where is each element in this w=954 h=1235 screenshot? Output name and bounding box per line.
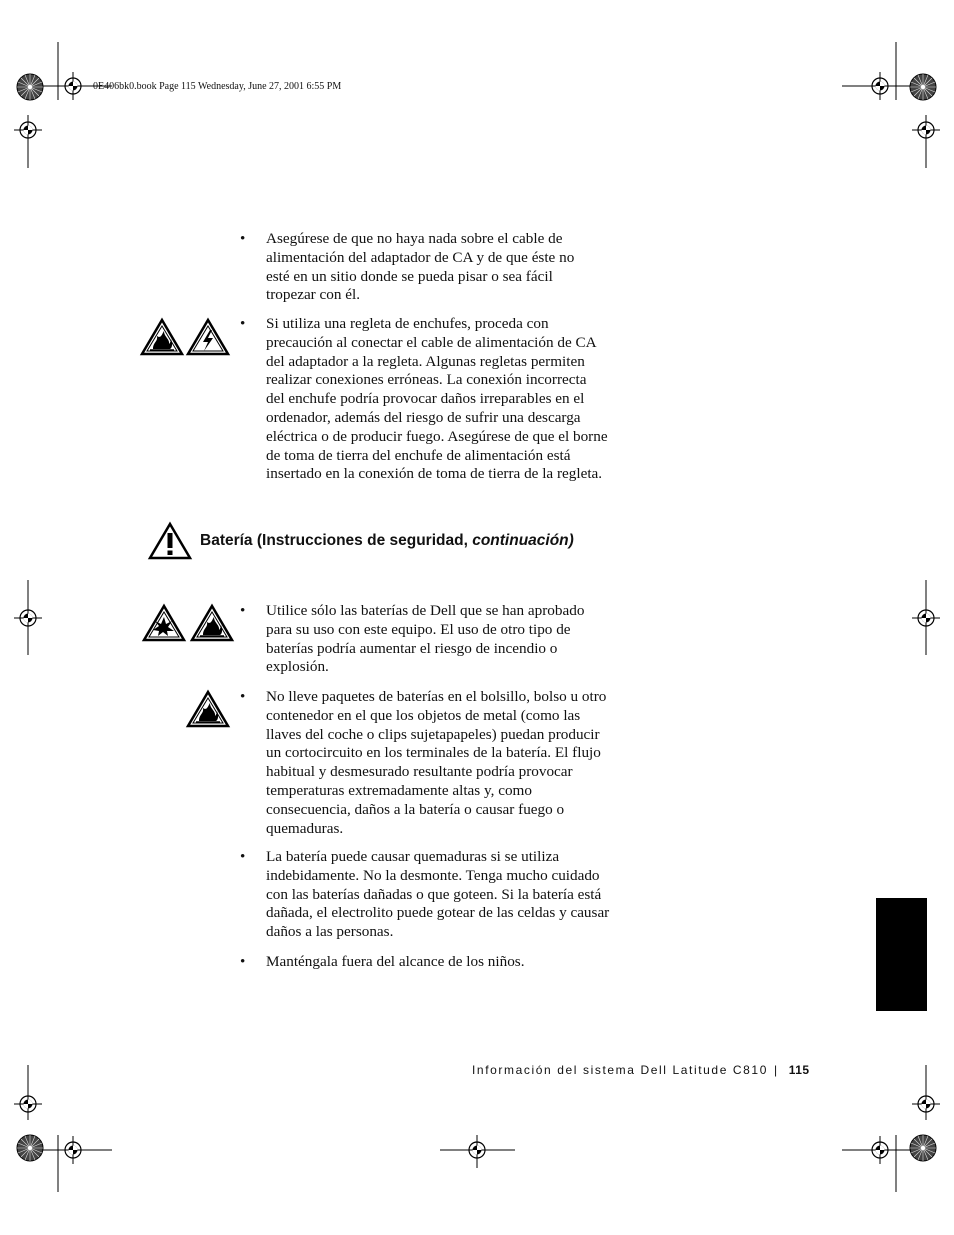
text-line: No lleve paquetes de baterías en el bolsillo, bolso u otro: [266, 688, 607, 705]
text-line: un cortocircuito en los terminales de la batería. El flujo: [266, 744, 601, 762]
text-line: para su uso con este equipo. El uso de otro tipo de: [266, 620, 571, 638]
bullet-marker: •: [240, 953, 246, 970]
explosion-warning-icon: [142, 604, 186, 642]
text-line: dañada, el electrolito puede gotear de las celdas y causar: [266, 904, 610, 922]
text-line: quemaduras.: [266, 819, 344, 837]
text-line: del adaptador a la regleta. Algunas regletas permiten: [266, 352, 585, 370]
text-line: indebidamente. No la desmonte. Tenga mucho cuidado: [266, 866, 600, 884]
caution-exclamation-icon: [148, 522, 192, 560]
list-item-battery-burns: [266, 848, 631, 942]
fire-warning-icon: [186, 690, 230, 728]
text-line: consecuencia, daños a la batería o causar fuego o: [266, 800, 565, 818]
bullet-marker: •: [240, 688, 246, 705]
footer-separator: |: [774, 1063, 779, 1077]
text-line: tropezar con él.: [266, 286, 361, 304]
bullet-marker: •: [240, 230, 246, 247]
heading-italic-text: continuación): [472, 532, 574, 549]
fire-warning-icon: [190, 604, 234, 642]
bullet-marker: •: [240, 315, 246, 332]
bullet-marker: •: [240, 602, 246, 619]
text-line: Si utiliza una regleta de enchufes, proceda con: [266, 315, 549, 332]
page-footer: [472, 1063, 810, 1077]
list-item-ac-cable: [266, 230, 631, 305]
text-line: habitual y desmesurado resultante podría provocar: [266, 763, 573, 781]
heading-text: Batería (Instrucciones de seguridad,: [200, 532, 473, 549]
text-line: alimentación del adaptador de CA y de que éste no: [266, 248, 575, 266]
text-line: contenedor en el que los objetos de metal (como las: [266, 706, 581, 724]
footer-title: Información del sistema Dell Latitude C810: [472, 1063, 768, 1077]
text-line: Manténgala fuera del alcance de los niños.: [266, 953, 525, 970]
list-item-battery-carry: [266, 688, 631, 838]
text-line: insertado en la conexión de toma de tierra de la regleta.: [266, 465, 603, 483]
page-number: 115: [788, 1063, 810, 1077]
chapter-thumb-tab: [876, 898, 927, 1011]
text-line: baterías podría aumentar el riesgo de incendio o: [266, 639, 558, 657]
text-line: Utilice sólo las baterías de Dell que se han aprobado: [266, 602, 585, 619]
text-line: Asegúrese de que no haya nada sobre el cable de: [266, 230, 563, 247]
section-heading: [200, 532, 574, 550]
list-item-power-strip: [266, 315, 631, 484]
text-line: esté en un sitio donde se pueda pisar o sea fácil: [266, 267, 553, 285]
text-line: eléctrica o de producir fuego. Asegúrese de que el borne: [266, 427, 608, 445]
list-item-children: [266, 953, 631, 972]
text-line: explosión.: [266, 658, 329, 676]
text-line: con las baterías dañadas o que goteen. Si la batería está: [266, 885, 602, 903]
text-line: realizar conexiones erróneas. La conexión incorrecta: [266, 371, 587, 389]
text-line: llaves del coche o clips sujetapapeles) puedan producir: [266, 725, 600, 743]
text-line: precaución al conectar el cable de alimentación de CA: [266, 333, 597, 351]
text-line: temperaturas extremadamente altas y, como: [266, 781, 532, 799]
text-line: ordenador, además del riesgo de sufrir una descarga: [266, 408, 581, 426]
electric-shock-warning-icon: [186, 318, 230, 356]
fire-warning-icon: [140, 318, 184, 356]
file-info-header: 0E406bk0.book Page 115 Wednesday, June 27, 2001 6:55 PM: [93, 81, 342, 92]
bullet-marker: •: [240, 848, 246, 865]
text-line: La batería puede causar quemaduras si se utiliza: [266, 848, 560, 865]
text-line: daños a las personas.: [266, 923, 394, 941]
list-item-approved-batteries: [266, 602, 631, 677]
text-line: de toma de tierra del enchufe de alimentación está: [266, 446, 571, 464]
text-line: del enchufe podría provocar daños irreparables en el: [266, 390, 585, 408]
